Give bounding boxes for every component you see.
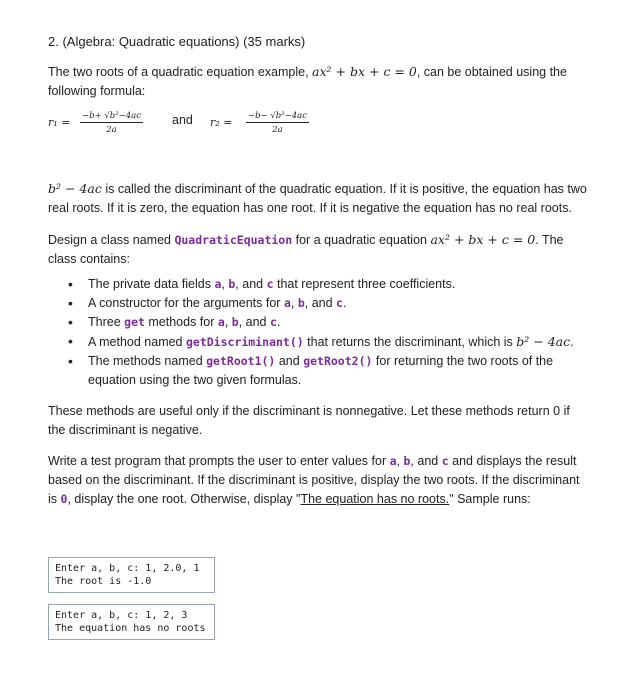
r1-denominator: 2a	[106, 125, 117, 135]
intro-text-1: The two roots of a quadratic equation example,	[48, 65, 313, 79]
separator: , and	[410, 454, 442, 468]
bullet-text: .	[342, 296, 347, 310]
discriminant-paragraph	[48, 179, 588, 218]
design-paragraph	[48, 230, 588, 269]
sample-run-2	[48, 604, 215, 640]
methods-paragraph: These methods are useful only if the discriminant is nonnegative. Let these methods return 0 if the discriminant is negative.	[48, 404, 570, 437]
bullet-text: Three	[88, 315, 125, 329]
r2-numerator: −b− √b²−4ac	[248, 111, 308, 121]
question-heading: 2. (Algebra: Quadratic equations) (35 marks)	[48, 34, 306, 49]
sample-run-1	[48, 557, 215, 593]
intro-equation: ax² + bx + c = 0	[312, 64, 417, 79]
class-contents-list	[48, 275, 588, 390]
r1-label: r₁ =	[48, 116, 71, 129]
separator: , and	[235, 277, 267, 291]
list-item	[88, 352, 588, 390]
bullet-text: The methods named	[88, 354, 207, 368]
field-a: a	[217, 315, 225, 329]
sample-run-line: The root is -1.0	[55, 576, 152, 587]
bullet-text: that returns the discriminant, which is	[303, 335, 517, 349]
test-text: , display the one root. Otherwise, display "	[67, 492, 301, 506]
intro-text-2: , can be obtained using the following formula:	[48, 65, 567, 98]
list-item	[88, 294, 588, 313]
field-a: a	[214, 277, 222, 291]
separator: ,	[396, 454, 404, 468]
test-program-paragraph	[48, 452, 588, 509]
field-c: c	[269, 315, 277, 329]
bullet-text: A method named	[88, 335, 186, 349]
field-b: b	[231, 315, 239, 329]
class-name: QuadraticEquation	[174, 233, 293, 247]
field-a: a	[389, 454, 397, 468]
discriminant-text: is called the discriminant of the quadratic equation. If it is positive, the equation has two real roots. If it is zero, the equation has one root. If it is negative the equation has no real roots.	[48, 182, 587, 215]
separator: ,	[224, 315, 232, 329]
list-item	[88, 275, 588, 294]
discriminant-expression: b² − 4ac	[48, 181, 102, 196]
field-b: b	[297, 296, 305, 310]
separator: ,	[290, 296, 298, 310]
root-formulas	[48, 105, 588, 157]
field-c: c	[336, 296, 343, 310]
bullet-text: for returning the two roots of the equation using the two given formulas.	[88, 354, 554, 387]
bullet-text: and	[275, 354, 304, 368]
separator: ,	[221, 277, 229, 291]
field-b: b	[403, 454, 411, 468]
method-get-root1: getRoot1()	[206, 354, 276, 368]
test-text: and displays the result based on the discriminant. If the discriminant is positive, display the two roots. If the discriminant is	[48, 454, 580, 506]
no-roots-message: The equation has no roots.	[300, 492, 450, 506]
r2-label: r₂ =	[210, 116, 233, 129]
sample-run-line: The equation has no roots	[55, 623, 206, 634]
design-equation: ax² + bx + c = 0	[430, 232, 536, 247]
field-c: c	[441, 454, 449, 468]
zero-value: 0	[60, 492, 68, 506]
r1-numerator: −b+ √b²−4ac	[82, 111, 142, 121]
intro-paragraph	[48, 62, 588, 101]
bullet-text: methods for	[144, 315, 218, 329]
bullet-text: The private data fields	[88, 277, 215, 291]
test-text: Write a test program that prompts the user to enter values for	[48, 454, 390, 468]
discriminant-expression: b² − 4ac	[516, 334, 571, 349]
bullet-text: .	[276, 315, 281, 329]
r1-fraction	[80, 111, 143, 135]
design-text-2: for a quadratic equation	[292, 233, 431, 247]
list-item	[88, 332, 588, 352]
separator: , and	[238, 315, 270, 329]
question-document	[48, 34, 588, 509]
r2-denominator: 2a	[272, 125, 283, 135]
and-word: and	[172, 113, 193, 127]
r2-fraction	[246, 111, 309, 135]
method-get-root2: getRoot2()	[303, 354, 373, 368]
design-text-3: . The class contains:	[48, 233, 564, 266]
sample-run-line: Enter a, b, c: 1, 2.0, 1	[55, 563, 200, 574]
method-get-discriminant: getDiscriminant()	[185, 335, 304, 349]
test-text: " Sample runs:	[449, 492, 531, 506]
bullet-text: .	[570, 335, 574, 349]
field-b: b	[228, 277, 236, 291]
separator: , and	[304, 296, 337, 310]
field-c: c	[266, 277, 274, 291]
get-keyword: get	[124, 315, 145, 329]
field-a: a	[283, 296, 291, 310]
sample-run-line: Enter a, b, c: 1, 2, 3	[55, 610, 188, 621]
list-item	[88, 313, 588, 332]
bullet-text: A constructor for the arguments for	[88, 296, 284, 310]
bullet-text: that represent three coefficients.	[273, 277, 456, 291]
design-text-1: Design a class named	[48, 233, 175, 247]
